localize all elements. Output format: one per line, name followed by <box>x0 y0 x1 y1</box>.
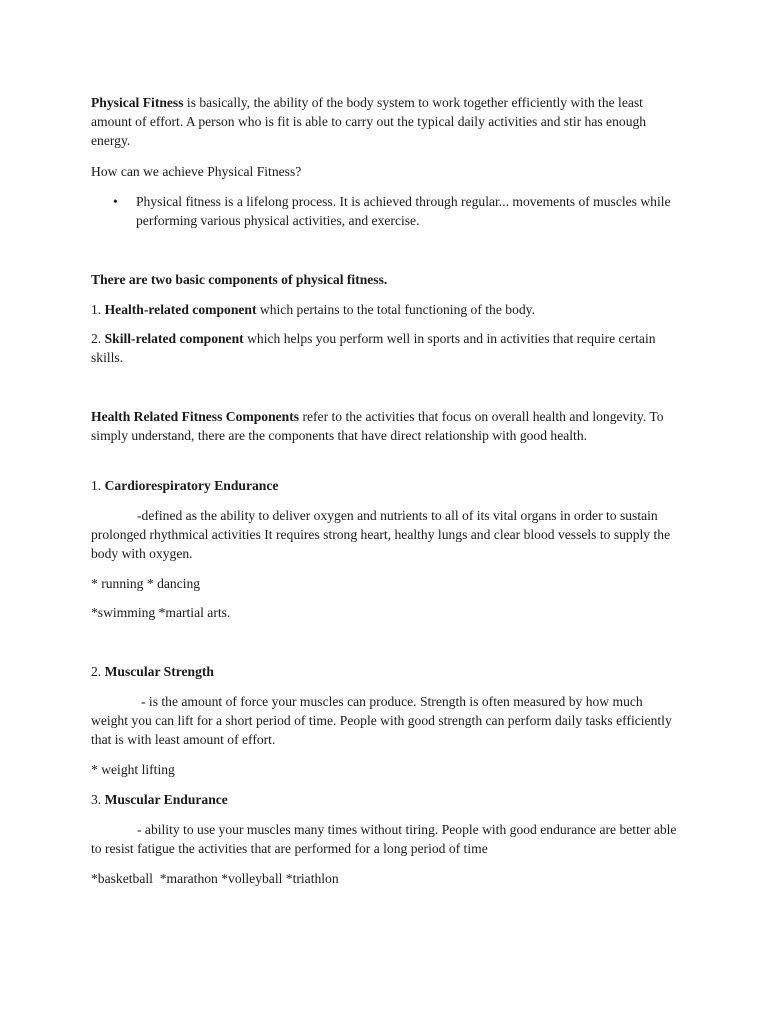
intro-definition: is basically, the ability of the body system to work together efficiently with the least amount of effort. A person who is fit is able to carry out the typical daily activities and stir has enough energy. <box>91 95 647 148</box>
endurance-heading <box>91 790 681 809</box>
strength-definition: - is the amount of force your muscles can produce. Strength is often measured by how much weight you can lift for a short period of time. People with good strength can perform daily tasks efficiently that is with least amount of effort. <box>91 694 672 747</box>
endurance-examples: *basketball *marathon *volleyball *triathlon <box>91 871 339 886</box>
cardio-definition: -defined as the ability to deliver oxygen and nutrients to all of its vital organs in order to sustain prolonged rhythmical activities It requires strong heart, healthy lungs and clear blood vessels to supply the body with oxygen. <box>91 508 671 561</box>
cardio-examples-2: *swimming *martial arts. <box>91 605 231 620</box>
component-1-number: 1. <box>91 302 105 317</box>
component-1-desc: which pertains to the total functioning of the body. <box>256 302 535 317</box>
cardio-heading <box>91 476 681 495</box>
cardio-title: Cardiorespiratory Endurance <box>104 478 279 493</box>
bullet-icon: • <box>113 194 118 209</box>
endurance-definition: - ability to use your muscles many times without tiring. People with good endurance are better able to resist fatigue the activities that are performed for a long period of time <box>91 822 677 856</box>
health-related-term: Health Related Fitness Components <box>91 409 300 424</box>
endurance-number: 3. <box>91 792 105 807</box>
component-2-number: 2. <box>91 331 105 346</box>
strength-heading <box>91 662 681 681</box>
component-2-desc: which helps you perform well in sports and in activities that require certain skills. <box>91 331 656 365</box>
component-2-term: Skill-related component <box>104 331 244 346</box>
endurance-title: Muscular Endurance <box>104 792 228 807</box>
intro-paragraph <box>91 93 681 150</box>
component-item-2 <box>91 329 681 367</box>
component-1-term: Health-related component <box>104 302 257 317</box>
cardio-examples-1: * running * dancing <box>91 576 201 591</box>
question-text: How can we achieve Physical Fitness? <box>91 164 302 179</box>
health-related-paragraph <box>91 407 681 445</box>
cardio-number: 1. <box>91 478 105 493</box>
strength-examples: * weight lifting <box>91 762 175 777</box>
strength-number: 2. <box>91 664 105 679</box>
bullet-text: Physical fitness is a lifelong process. It is achieved through regular... movements of muscles while performing various physical activities, and exercise. <box>136 194 671 228</box>
health-related-desc: refer to the activities that focus on overall health and longevity. To simply understand, there are the components that have direct relationship with good health. <box>91 409 664 443</box>
intro-term: Physical Fitness <box>91 95 184 110</box>
strength-title: Muscular Strength <box>104 664 214 679</box>
components-heading: There are two basic components of physical fitness. <box>91 272 388 287</box>
component-item-1 <box>91 300 681 319</box>
